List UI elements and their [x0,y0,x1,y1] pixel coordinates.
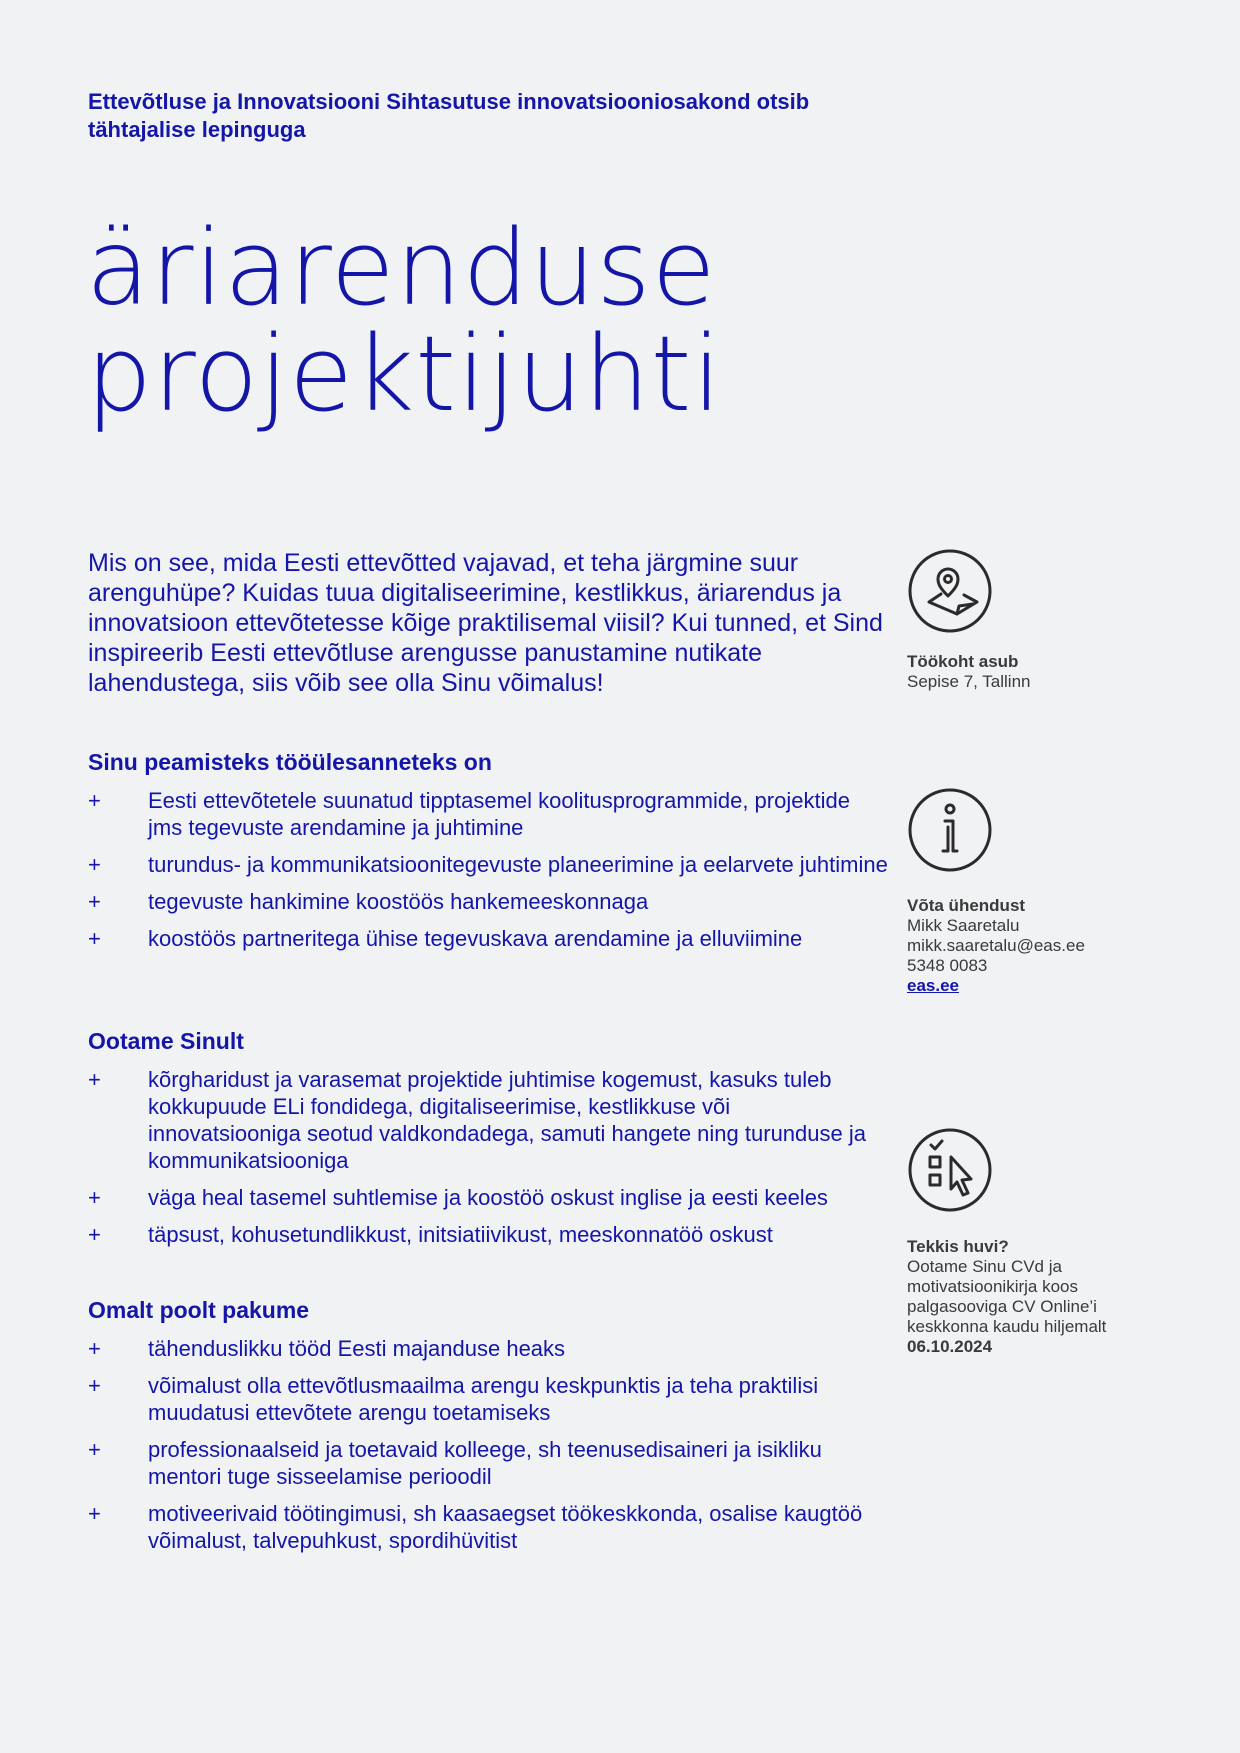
list-item: + tähenduslikku tööd Eesti majanduse heaks [88,1336,566,1361]
location-value: Sepise 7, Tallinn [907,672,1031,691]
contact-label: Võta ühendust [907,896,1026,915]
bullet-plus: + [88,889,101,914]
location-label: Töökoht asub [907,652,1019,671]
list-item: + motiveerivaid töötingimusi, sh kaasaegset töökeskkonda, osalise kaugtöö võimalust, talvepuhkust, spordihüvitist [88,1501,863,1553]
section-heading: Omalt poolt pakume [88,1297,310,1323]
title-line-1: äriarenduse [86,207,717,329]
checklist-cursor-icon [907,1127,993,1213]
kicker-heading: Ettevõtluse ja Innovatsiooni Sihtasutuse innovatsiooniosakond otsib tähtajalise lepinguga [88,89,810,142]
list-item: + täpsust, kohusetundlikkust, initsiatiivikust, meeskonnatöö oskust [88,1222,773,1247]
list-item: + kõrgharidust ja varasemat projektide juhtimise kogemust, kasuks tuleb kokkupuude ELi fondidega, digitaliseerimise, kestlikkuse või innovatsiooniga seotud valdkondadega, samuti hangete ning turunduse ja kommunikatsiooniga [88,1067,866,1173]
info-icon [907,787,993,873]
title-line-2: projektijuhti [86,313,723,435]
list-item: + võimalust olla ettevõtlusmaailma arengu keskpunktis ja teha praktilisi muudatusi ettevõtete arengu toetamiseks [88,1373,819,1425]
contact-phone[interactable]: 5348 0083 [907,956,988,975]
sidebar-apply [907,1127,1137,1357]
intro-paragraph: Mis on see, mida Eesti ettevõtted vajavad, et teha järgmine suur arenguhüpe? Kuidas tuua digitaliseerimine, kestlikkus, äriarendus ja innovatsioon ettevõtetesse kõige praktilisemal viisil? Kui tunned, et Sind inspireerib Eesti ettevõtluse arengusse panustamine nutikate lahendustega, siis võib see olla Sinu võimalus! [88,549,883,697]
duties-list [88,787,888,952]
list-item: + professionaalseid ja toetavaid kolleege, sh teenusedisaineri ja isikliku mentori tuge sisseelamise perioodil [88,1437,822,1489]
bullet-plus: + [88,1437,101,1462]
bullet-plus: + [88,1501,101,1526]
bullet-plus: + [88,1373,101,1398]
sidebar-contact [907,787,1137,996]
apply-label: Tekkis huvi? [907,1237,1009,1256]
section-duties [88,747,888,962]
bullet-plus: + [88,926,101,951]
section-offer [88,1295,888,1564]
location-pin-map-icon [907,548,993,634]
list-item: + Eesti ettevõtetele suunatud tipptasemel koolitusprogrammide, projektide jms tegevuste arendamine ja juhtimine [88,788,850,840]
bullet-plus: + [88,788,101,813]
section-requirements [88,1026,888,1258]
bullet-plus: + [88,1067,101,1092]
website-link[interactable]: eas.ee [907,976,959,995]
requirements-list [88,1066,888,1248]
list-item: + tegevuste hankimine koostöös hankemeeskonnaga [88,889,649,914]
sidebar-location [907,548,1137,692]
section-heading: Ootame Sinult [88,1028,244,1054]
list-item: + väga heal tasemel suhtlemise ja koostöö oskust inglise ja eesti keeles [88,1185,828,1210]
apply-text: Ootame Sinu CVd ja motivatsioonikirja koos palgasooviga CV Online’i keskkonna kaudu hiljemalt [907,1257,1107,1336]
bullet-plus: + [88,852,101,877]
bullet-plus: + [88,1222,101,1247]
contact-name: Mikk Saaretalu [907,916,1020,935]
section-heading: Sinu peamisteks tööülesanneteks on [88,749,492,775]
offer-list [88,1335,888,1554]
contact-email[interactable]: mikk.saaretalu@eas.ee [907,936,1085,955]
page-title [86,207,986,435]
bullet-plus: + [88,1336,101,1361]
bullet-plus: + [88,1185,101,1210]
list-item: + koostöös partneritega ühise tegevuskava arendamine ja elluviimine [88,926,803,951]
list-item: + turundus- ja kommunikatsioonitegevuste planeerimine ja eelarvete juhtimine [88,852,888,877]
apply-deadline: 06.10.2024 [907,1337,993,1356]
